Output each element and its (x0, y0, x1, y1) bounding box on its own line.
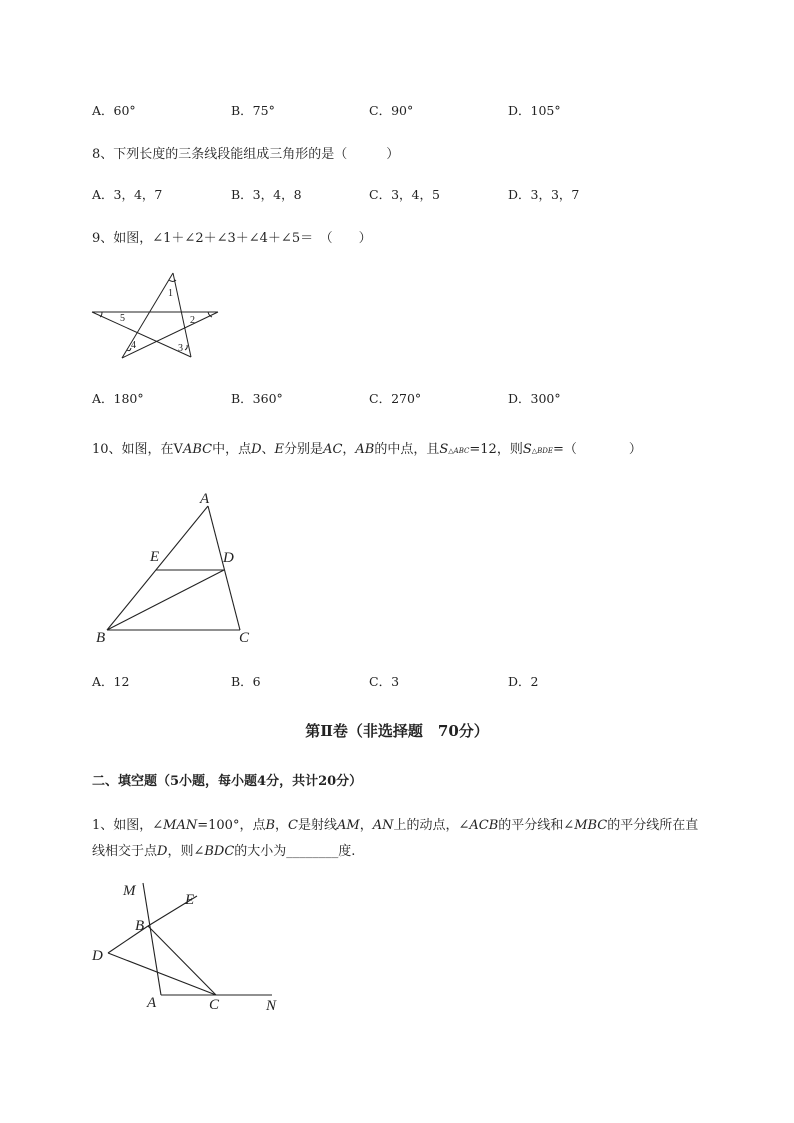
q10-text: ，则 (496, 442, 523, 457)
ray-am-line (143, 883, 161, 995)
ray-an: AN (372, 818, 394, 833)
point-d: D (157, 844, 168, 859)
fill-q1-text: ，则∠ (167, 844, 205, 859)
q10-triangle-figure (92, 486, 262, 646)
q10-text: 、 (261, 442, 275, 457)
fill-q1-line-1 (92, 814, 698, 833)
q8-option-c: C．3，4，5 (369, 187, 440, 202)
section-2-title: 二、填空题（5小题，每小题4分，共计20分） (92, 774, 363, 789)
angle-arc-3 (185, 345, 187, 350)
fill-q1-figure (90, 878, 290, 1018)
angle-label-3: 3 (178, 343, 183, 354)
vertex-label-c: C (239, 630, 250, 646)
q10-ab: AB (355, 442, 375, 457)
segment-bc (148, 926, 216, 995)
fill-q1-text: 的平分线所在直 (607, 818, 699, 833)
label-b: B (135, 918, 145, 934)
q8-stem: 8、下列长度的三条线段能组成三角形的是（ ） (92, 147, 400, 162)
angle-label-5: 5 (120, 313, 125, 324)
edge-ab (107, 506, 208, 630)
fill-q1-text: 的平分线和∠ (498, 818, 575, 833)
fill-q1-text: 是射线 (298, 818, 338, 833)
fill-q1-text: ， (359, 818, 373, 833)
vertex-label-d: D (223, 550, 234, 566)
q10-text: 的中点，且 (374, 442, 440, 457)
label-d: D (92, 948, 103, 964)
point-c: C (288, 818, 298, 833)
star-edge-3 (92, 312, 191, 357)
q9-stem: 9、如图，∠1＋∠2＋∠3＋∠4＋∠5＝ （ ） (92, 231, 372, 246)
ray-am: AM (337, 818, 360, 833)
q9-option-d: D．300° (508, 391, 561, 406)
area-s: S (439, 442, 449, 457)
label-m: M (123, 883, 136, 899)
segment-bd (107, 570, 224, 630)
vertex-label-e: E (150, 549, 160, 565)
label-e: E (185, 892, 195, 908)
q9-star-figure (90, 268, 225, 363)
label-n: N (266, 998, 277, 1014)
q10-stem (92, 438, 642, 457)
q9-option-b: B．360° (231, 391, 283, 406)
q10-e: E (274, 442, 285, 457)
point-b: B (265, 818, 276, 833)
label-a: A (147, 995, 157, 1011)
fill-q1-text: =100°，点 (197, 818, 266, 833)
label-c: C (209, 997, 220, 1013)
area-subscript-bde: △BDE (531, 447, 553, 455)
q9-option-a: A．180° (92, 391, 144, 406)
fill-q1-text: 的大小为________度. (234, 844, 356, 859)
q10-abc: ABC (182, 442, 213, 457)
fill-q1-text: 1、如图，∠ (92, 818, 164, 833)
q10-text: ， (342, 442, 356, 457)
fill-q1-text: 线相交于点 (92, 844, 158, 859)
q8-option-a: A．3，4，7 (92, 187, 163, 202)
q8-option-b: B．3，4，8 (231, 187, 302, 202)
q8-option-d: D．3，3，7 (508, 187, 580, 202)
q10-text: 10、如图，在 (92, 442, 174, 457)
edge-ac (208, 506, 240, 630)
q10-option-a: A．12 (92, 674, 130, 689)
q10-option-c: C．3 (369, 674, 400, 689)
q10-text: =12 (469, 442, 497, 457)
angle-man: MAN (163, 818, 198, 833)
q10-text: 中，点 (212, 442, 252, 457)
q10-d: D (251, 442, 262, 457)
fill-q1-text: 上的动点，∠ (393, 818, 470, 833)
fill-q1-text: ， (275, 818, 289, 833)
angle-label-4: 4 (131, 340, 136, 351)
q9-option-c: C．270° (369, 391, 422, 406)
q7-option-a: A．60° (92, 103, 136, 118)
triangle-symbol: V (173, 442, 183, 457)
q10-text: 分别是 (284, 442, 324, 457)
vertex-label-a: A (200, 491, 210, 507)
part-2-title: 第Ⅱ卷（非选择题 70分） (305, 722, 489, 740)
angle-label-2: 2 (190, 315, 195, 326)
angle-bdc: BDC (204, 844, 235, 859)
vertex-label-b: B (96, 630, 106, 646)
q10-text: =（ ） (552, 442, 642, 457)
q10-ac: AC (323, 442, 343, 457)
q7-option-c: C．90° (369, 103, 414, 118)
area-subscript-abc: △ABC (448, 447, 470, 455)
star-edge-4 (122, 312, 218, 358)
area-s: S (522, 442, 532, 457)
q7-option-b: B．75° (231, 103, 275, 118)
q10-option-d: D．2 (508, 674, 539, 689)
segment-dc (108, 953, 216, 995)
q10-option-b: B．6 (231, 674, 261, 689)
fill-q1-line-2 (92, 840, 355, 859)
q7-option-d: D．105° (508, 103, 561, 118)
angle-acb: ACB (469, 818, 499, 833)
angle-mbc: MBC (574, 818, 608, 833)
angle-label-1: 1 (168, 288, 173, 299)
